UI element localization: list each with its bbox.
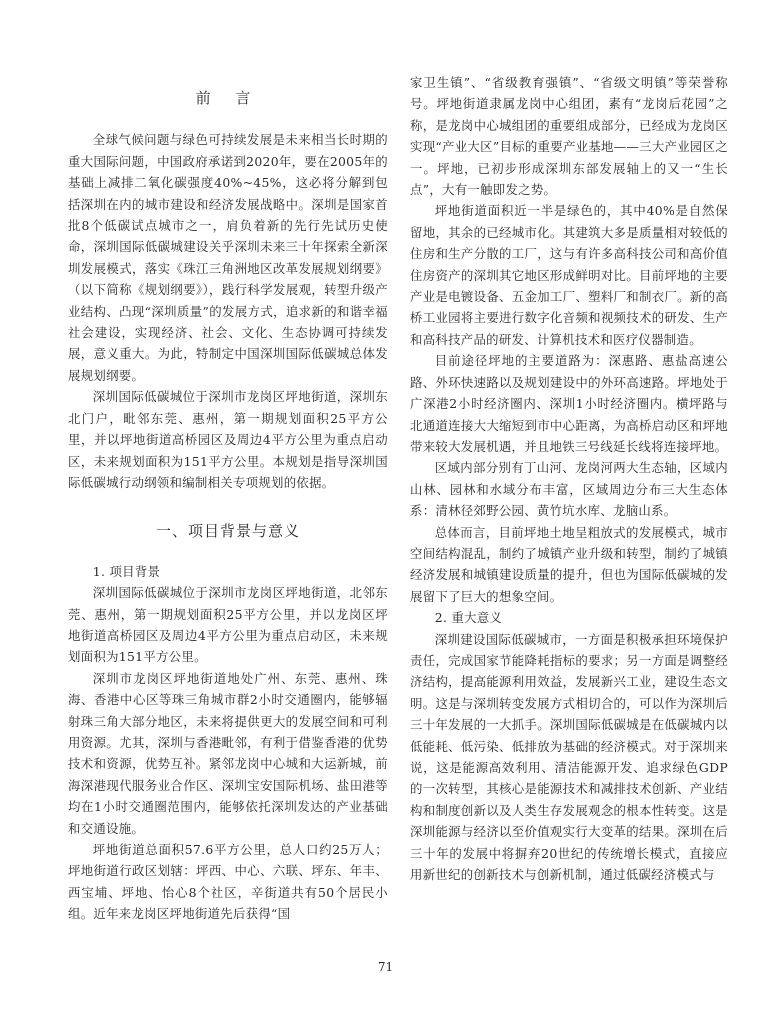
subsection-title: 1. 项目背景 (92, 563, 161, 579)
left-column (68, 70, 388, 925)
preface-title: 前 言 (195, 89, 261, 107)
preface-paragraph-2: 深圳国际低碳城位于深圳市龙岗区坪地街道，深圳东北门户，毗邻东莞、惠州，第一期规划面积25平方公里，并以坪地街道高桥园区及周边4平方公里为重点启动区，未来规划面积为151平方公里。本规划是指导深圳国际低碳城行动纲领和编制相关专项规划的依据。 (68, 389, 388, 490)
subsection-title-2: 2. 重大意义 (434, 610, 503, 626)
right-paragraph-5: 总体而言，目前坪地土地呈粗放式的发展模式，城市空间结构混乱，制约了城镇产业升级和转型，制约了城镇经济发展和城镇建设质量的提升，但也为国际低碳城的发展留下了巨大的想象空间。 (410, 524, 728, 604)
preface-paragraph-1: 全球气候问题与绿色可持续发展是未来相当长时期的重大国际问题，中国政府承诺到2020年，要在2005年的基础上减排二氧化碳强度40%~45%，这必将分解到包括深圳在内的城市建设和经济发展战略中。深圳是国家首批8个低碳试点城市之一，肩负着新的先行先试历史使命，深圳国际低碳城建设关乎深圳未来三十年探索全新深圳发展模式，落实《珠江三角洲地区改革发展规划纲要》（以下简称《规划纲要》），践行科学发展观，转型升级产业结构、凸现“深圳质量”的发展方式，追求新的和谐幸福社会建设，实现经济、社会、文化、生态协调可持续发展，意义重大。为此，特制定中国深圳国际低碳城总体发展规划纲要。 (68, 132, 388, 383)
section-title: 一、项目背景与意义 (155, 522, 300, 541)
right-paragraph-6: 深圳建设国际低碳城市，一方面是积极承担环境保护责任，完成国家节能降耗指标的要求；另一方面是调整经济结构，提高能源利用效益，发展新兴工业，建设生态文明。这是与深圳转变发展方式相切合的，可以作为深圳后三十年发展的一大抓手。深圳国际低碳城是在低碳城内以低能耗、低污染、低排放为基础的经济模式。对于深圳来说，这是能源高效利用、清洁能源开发、追求绿色GDP的一次转型，其核心是能源技术和减排技术创新、产业结构和制度创新以及人类生存发展观念的根本性转变。这是深圳能源与经济以至价值观实行大变革的结果。深圳在后三十年的发展中将摒弃20世纪的传统增长模式，直接应用新世纪的创新技术与创新机制，通过低碳经济模式与 (410, 631, 728, 883)
background-paragraph-2: 深圳市龙岗区坪地街道地处广州、东莞、惠州、珠海、香港中心区等珠三角城市群2小时交通圈内，能够辐射珠三角大部分地区，未来将提供更大的发展空间和可利用资源。尤其，深圳与香港毗邻，有利于借鉴香港的优势技术和资源，优势互补。紧邻龙岗中心城和大运新城，前海深港现代服务业合作区、深圳宝安国际机场、盐田港等均在1小时交通圈范围内，能够依托深圳发达的产业基础和交通设施。 (68, 670, 388, 836)
background-paragraph-3: 坪地街道总面积57.6平方公里，总人口约25万人；坪地街道行政区划辖：坪西、中心、六联、坪东、年丰、西宝埔、坪地、怡心8个社区，辛街道共有50个居民小组。近年来龙岗区坪地街道先后获得“国 (68, 842, 388, 922)
right-paragraph-4: 区域内部分别有丁山河、龙岗河两大生态轴，区域内山林、园林和水域分布丰富，区域周边分布三大生态体系：清林径郊野公园、黄竹坑水库、龙脑山系。 (410, 460, 728, 519)
right-column (410, 72, 728, 885)
right-paragraph-2: 坪地街道面积近一半是绿色的，其中40%是自然保留地，其余的已经城市化。其建筑大多是质量相对较低的住房和生产分散的工厂，这与有许多高科技公司和高价值住房资产的深圳其它地区形成鲜明对比。目前坪地的主要产业是电镀设备、五金加工厂、塑料厂和制衣厂。新的高桥工业园将主要进行数字化音频和视频技术的研发、生产和高科技产品的研发、计算机技术和医疗仪器制造。 (410, 203, 728, 347)
background-paragraph-1: 深圳国际低碳城位于深圳市龙岗区坪地街道，北邻东莞、惠州，第一期规划面积25平方公里，并以龙岗区坪地街道高桥园区及周边4平方公里为重点启动区，未来规划面积为151平方公里。 (68, 585, 388, 665)
right-paragraph-3: 目前途径坪地的主要道路为：深惠路、惠盐高速公路、外环快速路以及规划建设中的外环高速路。坪地处于广深港2小时经济圈内、深圳1小时经济圈内。横坪路与北通道连接大大缩短到市中心距离，为高桥启动区和坪地带来较大发展机遇，并且地铁三号线延长线将连接坪地。 (410, 353, 728, 454)
page-number: 71 (377, 960, 394, 974)
right-paragraph-1: 家卫生镇”、“省级教育强镇”、“省级文明镇”等荣誉称号。坪地街道隶属龙岗中心组团，素有“龙岗后花园”之称，是龙岗中心城组团的重要组成部分，已经成为龙岗区实现“产业大区”目标的重要产业基地——三大产业园区之一。坪地，已初步形成深圳东部发展轴上的又一“生长点”，大有一触即发之势。 (410, 75, 728, 198)
